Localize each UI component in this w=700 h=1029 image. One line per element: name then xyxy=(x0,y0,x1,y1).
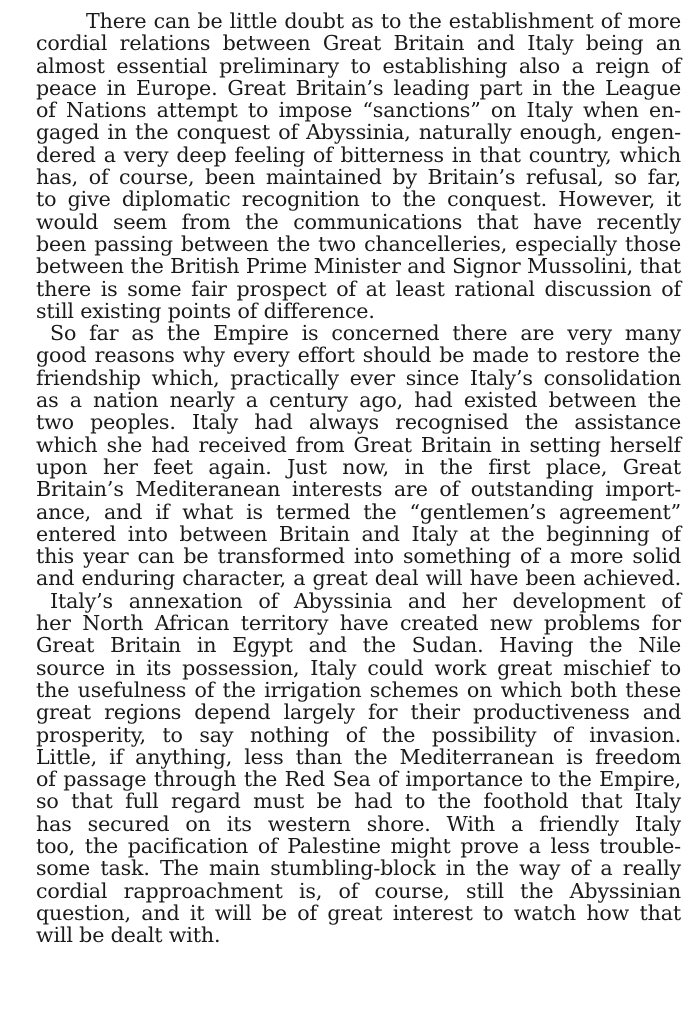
text-line: great regions depend largely for their productiveness and xyxy=(36,700,681,725)
text-line: which she had received from Great Britain in setting herself xyxy=(36,432,681,457)
text-line: there is some fair prospect of at least rational discussion of xyxy=(36,276,681,301)
text-line: entered into between Britain and Italy at the beginning of xyxy=(36,521,681,546)
text-line: the usefulness of the irrigation schemes on which both these xyxy=(36,677,681,702)
text-line: ance, and if what is termed the “gentlemen’s agreement” xyxy=(36,499,681,524)
text-line: prosperity, to say nothing of the possibility of invasion. xyxy=(36,722,681,747)
text-line: has, of course, been maintained by Britain’s refusal, so far, xyxy=(36,165,681,190)
text-line: and enduring character, a great deal will have been achieved. xyxy=(36,566,681,591)
text-line: so that full regard must be had to the foothold that Italy xyxy=(36,789,681,814)
text-line: friendship which, practically ever since Italy’s consolidation xyxy=(36,365,681,390)
text-line: two peoples. Italy had always recognised the assistance xyxy=(36,410,681,435)
text-line: So far as the Empire is concerned there are very many xyxy=(50,321,681,346)
text-line: Great Britain in Egypt and the Sudan. Having the Nile xyxy=(36,633,681,658)
text-line: peace in Europe. Great Britain’s leading part in the League xyxy=(36,75,681,100)
text-line: too, the pacification of Palestine might prove a less trouble- xyxy=(36,833,681,858)
text-line: would seem from the communications that have recently xyxy=(36,209,681,234)
text-line: dered a very deep feeling of bitterness in that country, which xyxy=(36,142,681,167)
text-line: her North African territory have created new problems for xyxy=(36,611,681,636)
text-line: of passage through the Red Sea of importance to the Empire, xyxy=(36,767,681,792)
text-line: Britain’s Mediteranean interests are of outstanding import- xyxy=(36,477,681,502)
text-line: almost essential preliminary to establishing also a reign of xyxy=(36,53,681,78)
text-line: has secured on its western shore. With a friendly Italy xyxy=(36,811,681,836)
text-line: question, and it will be of great interest to watch how that xyxy=(36,900,681,925)
text-line: will be dealt with. xyxy=(36,923,221,948)
text-line: There can be little doubt as to the establishment of more xyxy=(86,9,681,33)
text-line: source in its possession, Italy could work great mischief to xyxy=(36,655,681,680)
text-line: been passing between the two chancelleries, especially those xyxy=(36,231,681,256)
text-line: good reasons why every effort should be made to restore the xyxy=(36,343,681,368)
text-line: Little, if anything, less than the Mediterranean is freedom xyxy=(36,744,681,769)
text-line: gaged in the conquest of Abyssinia, naturally enough, engen- xyxy=(36,120,681,145)
paragraph-3 xyxy=(36,590,681,947)
article-body xyxy=(36,10,681,946)
text-line: cordial relations between Great Britain and Italy being an xyxy=(36,31,681,56)
text-line: upon her feet again. Just now, in the first place, Great xyxy=(36,454,681,479)
text-line: this year can be transformed into something of a more solid xyxy=(36,544,681,569)
paragraph-2 xyxy=(36,322,681,590)
text-line: as a nation nearly a century ago, had existed between the xyxy=(36,388,681,413)
text-line: to give diplomatic recognition to the conquest. However, it xyxy=(36,187,681,212)
text-line: some task. The main stumbling-block in the way of a really xyxy=(36,856,681,881)
text-line: between the British Prime Minister and Signor Mussolini, that xyxy=(36,254,681,279)
text-line: of Nations attempt to impose “sanctions” on Italy when en- xyxy=(36,98,681,123)
text-line: Italy’s annexation of Abyssinia and her development of xyxy=(50,588,681,613)
text-line: still existing points of difference. xyxy=(36,298,375,323)
text-line: cordial rapproachment is, of course, still the Abyssinian xyxy=(36,878,681,903)
paragraph-1 xyxy=(36,10,681,322)
